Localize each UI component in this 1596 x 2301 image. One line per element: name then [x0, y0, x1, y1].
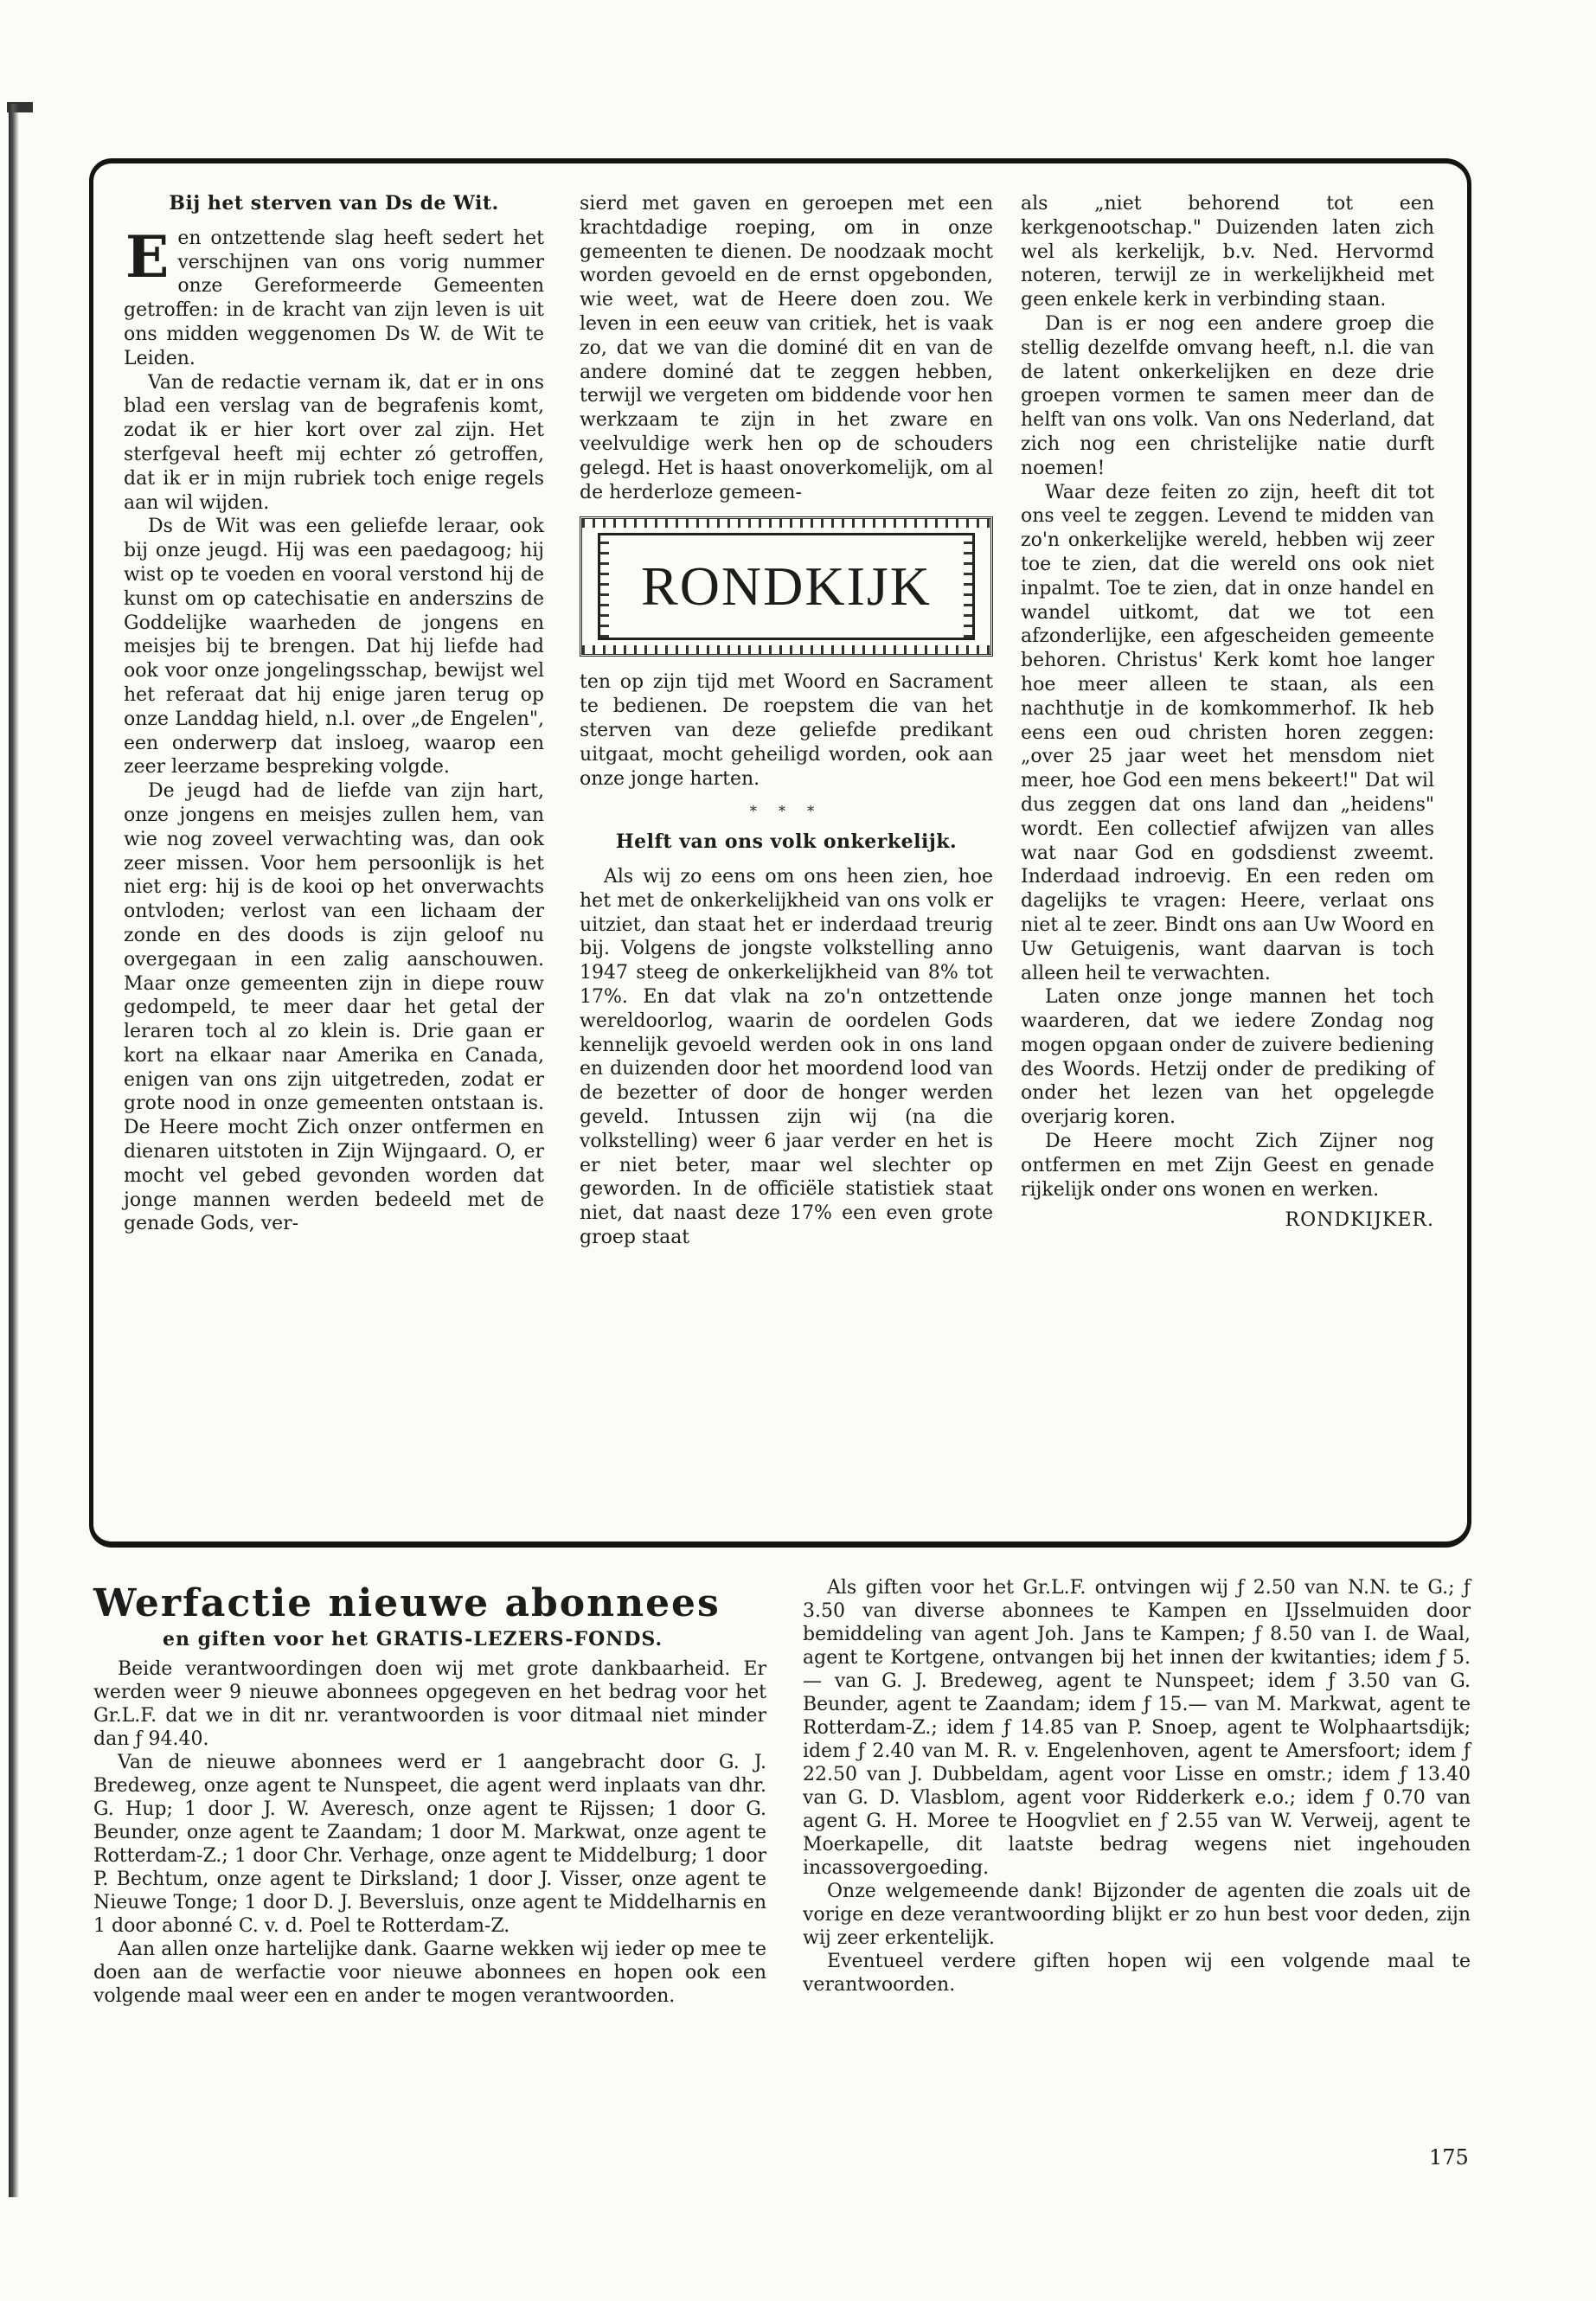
werfactie-paragraph-3: Aan allen onze hartelijke dank. Gaarne wekken wij ieder op mee te doen aan de werfactie voor nieuwe abonnees en hopen ook een volgende maal weer een en ander te mogen verantwoorden.: [93, 1939, 766, 2007]
werfactie-paragraph-1: Beide verantwoordingen doen wij met grote dankbaarheid. Er werden weer 9 nieuwe abonnees opgegeven en het bedrag voor het Gr.L.F. dat we in dit nr. verantwoorden is voor ditmaal niet minder dan ƒ 94.40.: [93, 1658, 766, 1750]
article2-paragraph-1-cont: als „niet behorend tot een kerkgenootschap." Duizenden laten zich wel als kerkelijk, b.v. Ned. Hervormd noteren, terwijl ze in werkelijkheid met geen enkele kerk in verbinding staan.: [1021, 193, 1434, 311]
column-3: [1021, 192, 1434, 1233]
article2-paragraph-3: Waar deze feiten zo zijn, heeft dit tot ons veel te zeggen. Levend te midden van zo'n onkerkelijke wereld, hebben wij zeer toe te zien, dat die wereld ons ook niet inpalmt. Toe te zien, dat in onze handel en wandel uitkomt, dat we tot een afzonderlijke, een afgescheiden gemeente behoren. Christus' Kerk komt hoe langer hoe meer alleen te staan, als een nachthutje in de komkommerhof. Ik heb eens een oud christen horen zeggen: „over 25 jaar weet het mensdom niet meer, hoe God een mens bekeert!" Dat wil dus zeggen dat ons land dan „heidens" wordt. Een collectief afwijzen van alles wat naar God en godsdienst zweemt. Inderdaad indroevig. En een reden om dagelijks te vragen: Heere, verlaat ons niet al te zeer. Bindt ons aan Uw Woord en Uw Getuigenis, want daarvan is toch alleen heil te verwachten.: [1021, 481, 1434, 984]
werfactie-paragraph-2: Van de nieuwe abonnees werd er 1 aangebracht door G. J. Bredeweg, onze agent te Nunspeet, die agent werd inplaats van dhr. G. Hup; 1 door J. W. Averesch, onze agent te Rijssen; 1 door G. Beunder, onze agent te Zaandam; 1 door M. Markwat, onze agent te Rotterdam-Z.; 1 door Chr. Verhage, onze agent te Middelburg; 1 door P. Bechtum, onze agent te Dirksland; 1 door J. Visser, onze agent te Nieuwe Tonge; 1 door D. J. Beversluis, onze agent te Middelharnis en 1 door abonné C. v. d. Poel te Rotterdam-Z.: [93, 1752, 766, 1937]
rondkijk-banner: [580, 516, 993, 657]
article2-signoff: RONDKIJKER.: [1285, 1209, 1434, 1232]
column-1: [124, 192, 544, 1236]
rondkijk-title: RONDKIJK: [641, 555, 932, 618]
werfactie-header: [93, 1581, 803, 1650]
rondkijk-banner-inner: [598, 533, 975, 640]
scan-edge: [9, 104, 19, 2197]
werfactie-paragraph-4: Als giften voor het Gr.L.F. ontvingen wij ƒ 2.50 van N.N. te G.; ƒ 3.50 van diverse abonnees te Kampen en IJsselmuiden door bemiddeling van agent Joh. Jans te Kampen; ƒ 8.50 van I. de Waal, agent te Kortgene, ontvangen bij het innen der kwitanties; idem ƒ 5.— van G. J. Bredeweg, agent te Nunspeet; idem ƒ 3.50 van G. Beunder, agent te Zaandam; idem ƒ 15.— van M. Markwat, agent te Rotterdam-Z.; idem ƒ 14.85 van P. Snoep, agent te Wolphaartsdijk; idem ƒ 2.40 van M. R. v. Engelenhoven, agent te Amersfoort; idem ƒ 22.50 van J. Dubbeldam, agent voor Lisse en omstr.; idem ƒ 13.40 van G. D. Vlasblom, agent voor Ridderkerk e.o.; idem ƒ 0.70 van agent G. H. Moree te Hoogvliet en ƒ 2.55 van W. Verweij, agent te Moerkapelle, dit laatste bedrag wegens niet ingehouden incassovergoeding.: [803, 1577, 1471, 1879]
werfactie-column-2: [803, 1576, 1471, 1997]
article1-p1-text: en ontzettende slag heeft sedert het verschijnen van ons vorig nummer onze Gereformeerde Gemeenten getroffen: in de kracht van zijn leven is uit ons midden weggenomen Ds W. de Wit te Leiden.: [124, 227, 544, 369]
werfactie-column-1: [93, 1657, 766, 2008]
section-separator: * * *: [749, 803, 824, 820]
dropcap: E: [125, 222, 170, 291]
article1-paragraph-4-cont: sierd met gaven en geroepen met een krachtdadige roeping, om in onze gemeenten te dienen. De noodzaak mocht worden gevoeld en de ernst opgebonden, wie weet, wat de Heere doen zou. We leven in een eeuw van critiek, het is vaak zo, dat we van die dominé dit en van de andere dominé dat te zeggen hebben, terwijl we vergeten om biddende voor hen werkzaam te zijn in het zware en veelvuldige werk hen op de schouders gelegd. Het is haast onoverkomelijk, om al de herderloze gemeen-: [580, 193, 993, 503]
column-2: [580, 192, 993, 1250]
article1-paragraph-4: De jeugd had de liefde van zijn hart, onze jongens en meisjes zullen hem, van wie nog zoveel verwachting was, dan ook zeer missen. Voor hem persoonlijk is het niet erg: hij is de kooi op het onverwachts ontvloden; verlost van een lichaam der zonde en des doods is zijn geloof nu overgegaan in een zalig aanschouwen. Maar onze gemeenten zijn in diepe rouw gedompeld, te meer daar het getal der leraren toch al zo klein is. Drie gaan er kort na elkaar naar Amerika en Canada, enigen van ons zijn uitgetreden, zodat er grote nood in onze gemeenten ontstaan is. De Heere mocht Zich onzer ontfermen en dienaren uitstoten in Zijn Wijngaard. O, er mocht vel gebed gevonden worden dat jonge mannen werden bedeeld met de genade Gods, ver-: [124, 780, 544, 1235]
article1-paragraph-3: Ds de Wit was een geliefde leraar, ook bij onze jeugd. Hij was een paedagoog; hij wist op te voeden en vooral verstond hij de kunst om op catechisatie en anderszins de Goddelijke waarheden de jongens en meisjes bij te brengen. Dat hij liefde had ook voor onze jongelingsschap, bewijst wel het referaat dat hij enige jaren terug op onze Landdag hield, n.l. over „de Engelen", een onderwerp dat insloeg, waarop een zeer leerzame bespreking volgde.: [124, 516, 544, 779]
page-number: 175: [1429, 2145, 1469, 2170]
article2-paragraph-4: Laten onze jonge mannen het toch waarderen, dat we iedere Zondag nog mogen opgaan onder de zuivere bediening des Woords. Hetzij onder de prediking of onder het lezen van het opgelegde overjarig koren.: [1021, 986, 1434, 1129]
werfactie-title: Werfactie nieuwe abonnees: [93, 1581, 721, 1625]
article2-paragraph-2: Dan is er nog een andere groep die stellig dezelfde omvang heeft, n.l. die van de latent onkerkelijken en deze drie groepen vormen te samen meer dan de helft van ons volk. Van ons Nederland, dat zich nog een christelijke natie durft noemen!: [1021, 312, 1434, 479]
article1-paragraph-2: Van de redactie vernam ik, dat er in ons blad een verslag van de begrafenis komt, zodat ik er hier kort over zal zijn. Het sterfgeval heeft mij echter zó getroffen, dat ik er in mijn rubriek toch enige regels aan wil wijden.: [124, 371, 544, 514]
werfactie-subtitle: en giften voor het GRATIS-LEZERS-FONDS.: [163, 1628, 663, 1650]
werfactie-paragraph-6: Eventueel verdere giften hopen wij een volgende maal te verantwoorden.: [803, 1951, 1471, 1996]
article1-paragraph-4-end: ten op zijn tijd met Woord en Sacrament te bedienen. De roepstem die van het sterven van deze geliefde predikant uitgaat, mocht geheiligd worden, ook aan onze jonge harten.: [580, 671, 993, 790]
article2-paragraph-1: Als wij zo eens om ons heen zien, hoe het met de onkerkelijkheid van ons volk er uitziet, dan staat het er inderdaad treurig bij. Volgens de jongste volkstelling anno 1947 steeg de onkerkelijkheid van 8% tot 17%. En dat vlak na zo'n ontzettende wereldoorlog, waarin de oordelen Gods kennelijk gevoeld werden ook in ons land en duizenden door het moordend lood van de bezetter of door de honger werden geveld. Intussen zijn wij (na die volkstelling) weer 6 jaar verder en het is er niet beter, maar wel slechter op geworden. In de officiële statistiek staat niet, dat naast deze 17% een even grote groep staat: [580, 865, 993, 1248]
article1-heading: Bij het sterven van Ds de Wit.: [169, 192, 499, 215]
werfactie-paragraph-5: Onze welgemeende dank! Bijzonder de agenten die zoals uit de vorige en deze verantwoording blijkt er zo hun best voor deden, zijn wij zeer erkentelijk.: [803, 1881, 1471, 1949]
article2-paragraph-5: De Heere mocht Zich Zijner nog ontfermen en met Zijn Geest en genade rijkelijk onder ons wonen en werken.: [1021, 1131, 1434, 1201]
article1-paragraph-1: [124, 222, 544, 371]
article2-heading: Helft van ons volk onkerkelijk.: [615, 830, 958, 854]
